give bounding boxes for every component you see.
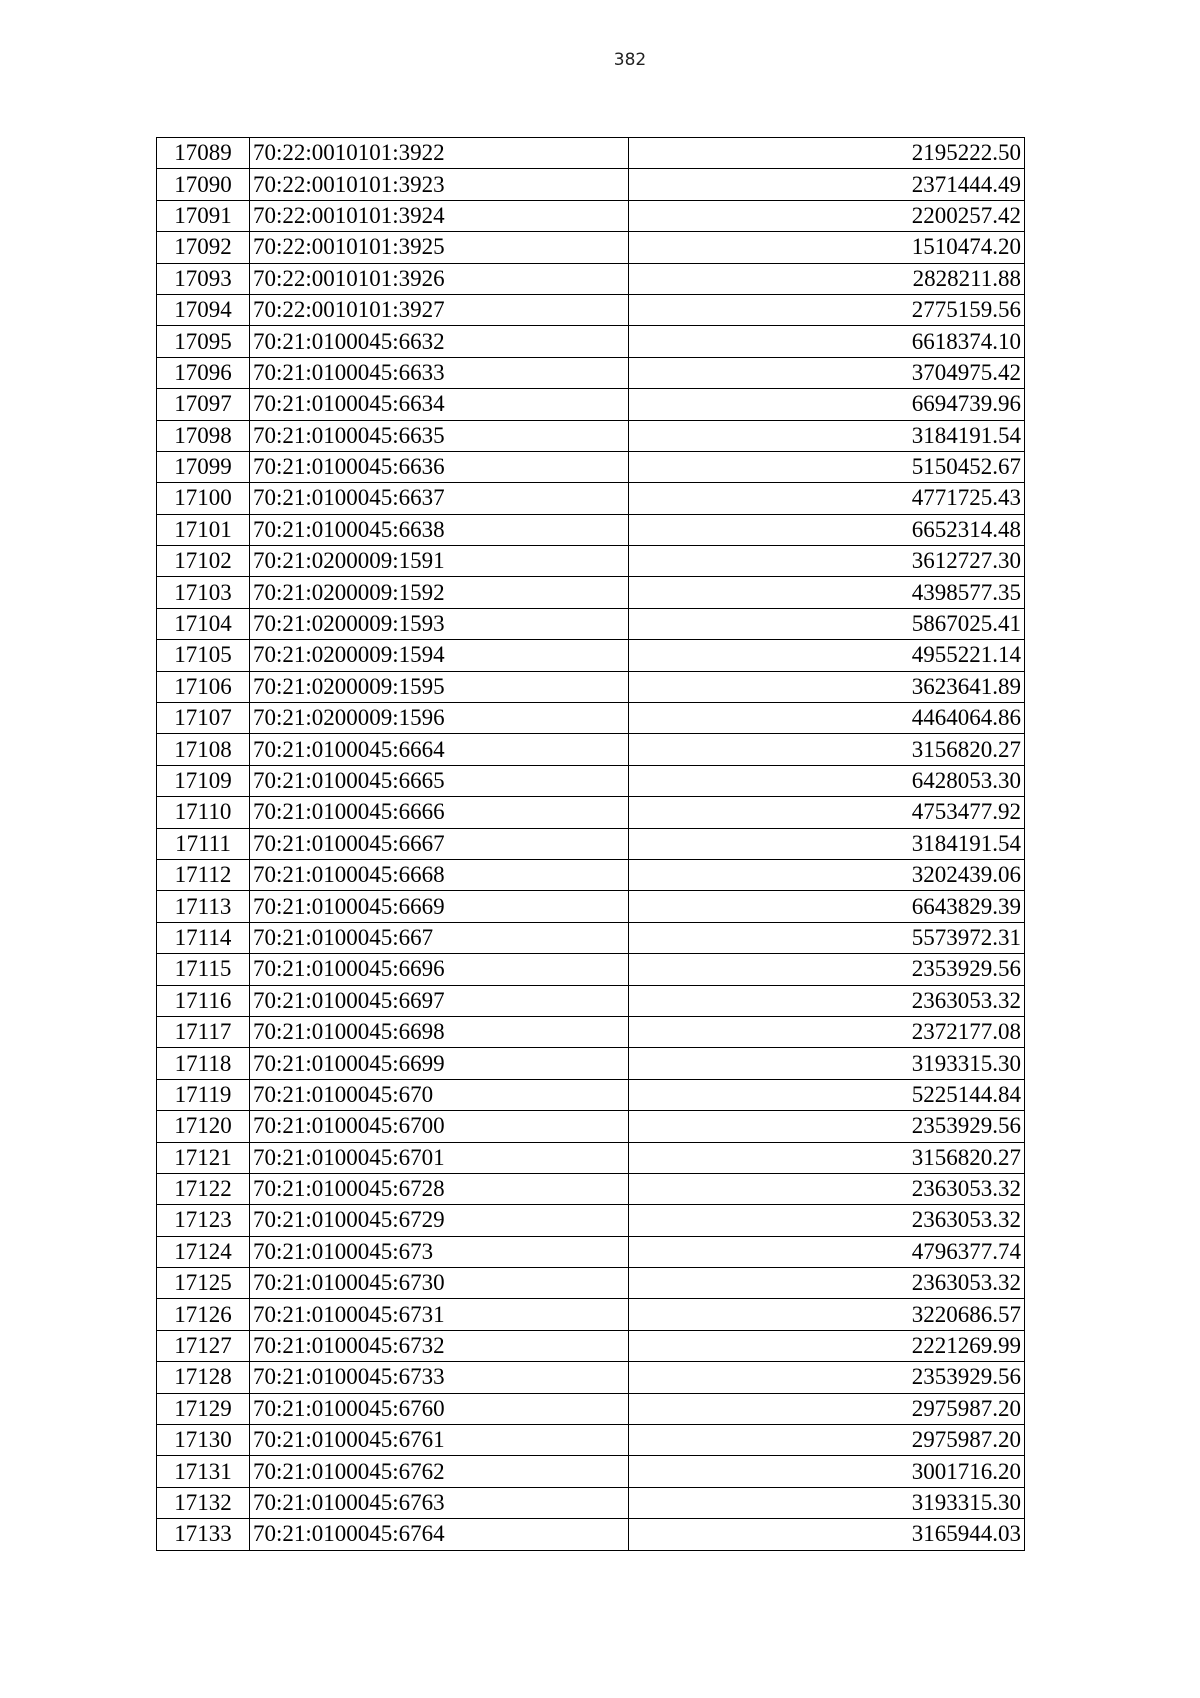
cadastral-value: 2353929.56 (629, 1362, 1025, 1393)
table-row (157, 954, 1025, 985)
table-row (157, 703, 1025, 734)
row-number: 17102 (157, 546, 250, 577)
cadastral-value: 2975987.20 (629, 1425, 1025, 1456)
cadastral-number: 70:21:0100045:6701 (250, 1142, 629, 1173)
row-number: 17112 (157, 859, 250, 890)
row-number: 17124 (157, 1236, 250, 1267)
table-row (157, 640, 1025, 671)
cadastral-number: 70:21:0100045:6634 (250, 389, 629, 420)
cadastral-value: 3202439.06 (629, 859, 1025, 890)
cadastral-number: 70:21:0100045:6763 (250, 1487, 629, 1518)
row-number: 17095 (157, 326, 250, 357)
cadastral-number: 70:21:0100045:667 (250, 922, 629, 953)
table-row (157, 389, 1025, 420)
table-row (157, 232, 1025, 263)
row-number: 17089 (157, 138, 250, 169)
cadastral-value: 3704975.42 (629, 357, 1025, 388)
table-row (157, 797, 1025, 828)
cadastral-number: 70:22:0010101:3926 (250, 263, 629, 294)
cadastral-number: 70:21:0100045:673 (250, 1236, 629, 1267)
row-number: 17116 (157, 985, 250, 1016)
cadastral-value: 4955221.14 (629, 640, 1025, 671)
table-row (157, 357, 1025, 388)
table-row (157, 828, 1025, 859)
table-row (157, 1393, 1025, 1424)
row-number: 17109 (157, 765, 250, 796)
row-number: 17107 (157, 703, 250, 734)
cadastral-number: 70:21:0100045:6728 (250, 1173, 629, 1204)
row-number: 17105 (157, 640, 250, 671)
row-number: 17092 (157, 232, 250, 263)
cadastral-number: 70:21:0100045:6733 (250, 1362, 629, 1393)
row-number: 17098 (157, 420, 250, 451)
table-row (157, 263, 1025, 294)
cadastral-value: 2363053.32 (629, 1173, 1025, 1204)
cadastral-number: 70:21:0200009:1594 (250, 640, 629, 671)
cadastral-number: 70:22:0010101:3923 (250, 169, 629, 200)
cadastral-value: 2975987.20 (629, 1393, 1025, 1424)
cadastral-value: 3193315.30 (629, 1048, 1025, 1079)
cadastral-number: 70:21:0100045:6760 (250, 1393, 629, 1424)
cadastral-value: 3165944.03 (629, 1519, 1025, 1550)
cadastral-number: 70:21:0100045:6698 (250, 1016, 629, 1047)
row-number: 17110 (157, 797, 250, 828)
cadastral-number: 70:21:0100045:6731 (250, 1299, 629, 1330)
table-row (157, 1456, 1025, 1487)
table-row (157, 859, 1025, 890)
table-row (157, 451, 1025, 482)
cadastral-value: 2353929.56 (629, 954, 1025, 985)
cadastral-value: 5867025.41 (629, 608, 1025, 639)
table-row (157, 577, 1025, 608)
row-number: 17097 (157, 389, 250, 420)
table-row (157, 169, 1025, 200)
table-row (157, 294, 1025, 325)
table-row (157, 1487, 1025, 1518)
cadastral-number: 70:21:0100045:6669 (250, 891, 629, 922)
cadastral-number: 70:21:0100045:6632 (250, 326, 629, 357)
cadastral-number: 70:21:0100045:6633 (250, 357, 629, 388)
table-row (157, 1205, 1025, 1236)
row-number: 17096 (157, 357, 250, 388)
cadastral-value: 2200257.42 (629, 200, 1025, 231)
cadastral-number: 70:21:0100045:6764 (250, 1519, 629, 1550)
table-row (157, 1079, 1025, 1110)
cadastral-number: 70:22:0010101:3925 (250, 232, 629, 263)
table-row (157, 1299, 1025, 1330)
cadastral-number: 70:21:0200009:1595 (250, 671, 629, 702)
cadastral-value: 6643829.39 (629, 891, 1025, 922)
cadastral-number: 70:21:0100045:670 (250, 1079, 629, 1110)
row-number: 17129 (157, 1393, 250, 1424)
row-number: 17123 (157, 1205, 250, 1236)
cadastral-number: 70:21:0100045:6696 (250, 954, 629, 985)
cadastral-value: 2828211.88 (629, 263, 1025, 294)
cadastral-value: 5225144.84 (629, 1079, 1025, 1110)
row-number: 17127 (157, 1330, 250, 1361)
cadastral-number: 70:21:0100045:6699 (250, 1048, 629, 1079)
row-number: 17103 (157, 577, 250, 608)
row-number: 17094 (157, 294, 250, 325)
cadastral-value: 3193315.30 (629, 1487, 1025, 1518)
cadastral-number: 70:21:0200009:1591 (250, 546, 629, 577)
row-number: 17099 (157, 451, 250, 482)
table-row (157, 326, 1025, 357)
row-number: 17104 (157, 608, 250, 639)
row-number: 17100 (157, 483, 250, 514)
row-number: 17091 (157, 200, 250, 231)
table-row (157, 765, 1025, 796)
table-row (157, 1111, 1025, 1142)
row-number: 17128 (157, 1362, 250, 1393)
row-number: 17093 (157, 263, 250, 294)
cadastral-number: 70:21:0200009:1596 (250, 703, 629, 734)
table-row (157, 1330, 1025, 1361)
row-number: 17126 (157, 1299, 250, 1330)
row-number: 17130 (157, 1425, 250, 1456)
cadastral-number: 70:21:0100045:6637 (250, 483, 629, 514)
cadastral-number: 70:22:0010101:3927 (250, 294, 629, 325)
table-row (157, 420, 1025, 451)
table-row (157, 200, 1025, 231)
row-number: 17118 (157, 1048, 250, 1079)
cadastral-number: 70:21:0100045:6732 (250, 1330, 629, 1361)
table-row (157, 514, 1025, 545)
cadastral-number: 70:21:0100045:6668 (250, 859, 629, 890)
table-row (157, 1425, 1025, 1456)
table-row (157, 1268, 1025, 1299)
cadastral-number: 70:21:0200009:1593 (250, 608, 629, 639)
cadastral-value: 1510474.20 (629, 232, 1025, 263)
cadastral-value: 4771725.43 (629, 483, 1025, 514)
cadastral-value: 2371444.49 (629, 169, 1025, 200)
cadastral-value: 4464064.86 (629, 703, 1025, 734)
table-row (157, 891, 1025, 922)
row-number: 17113 (157, 891, 250, 922)
table-row (157, 1173, 1025, 1204)
table-row (157, 1362, 1025, 1393)
cadastral-number: 70:21:0100045:6665 (250, 765, 629, 796)
row-number: 17108 (157, 734, 250, 765)
cadastral-number: 70:21:0100045:6635 (250, 420, 629, 451)
row-number: 17133 (157, 1519, 250, 1550)
cadastral-value: 5573972.31 (629, 922, 1025, 953)
cadastral-number: 70:21:0100045:6638 (250, 514, 629, 545)
cadastral-number: 70:22:0010101:3924 (250, 200, 629, 231)
cadastral-value: 3184191.54 (629, 420, 1025, 451)
table-row (157, 1519, 1025, 1550)
row-number: 17119 (157, 1079, 250, 1110)
row-number: 17114 (157, 922, 250, 953)
cadastral-value: 3184191.54 (629, 828, 1025, 859)
cadastral-value: 2363053.32 (629, 1268, 1025, 1299)
cadastral-value: 6694739.96 (629, 389, 1025, 420)
cadastral-number: 70:21:0100045:6666 (250, 797, 629, 828)
cadastral-number: 70:21:0200009:1592 (250, 577, 629, 608)
row-number: 17120 (157, 1111, 250, 1142)
table-row (157, 1016, 1025, 1047)
table-row (157, 546, 1025, 577)
table-row (157, 608, 1025, 639)
table-row (157, 734, 1025, 765)
cadastral-value-table (156, 137, 1025, 1551)
cadastral-value: 6428053.30 (629, 765, 1025, 796)
table-row (157, 483, 1025, 514)
table-body (157, 138, 1025, 1551)
cadastral-value: 2363053.32 (629, 985, 1025, 1016)
row-number: 17121 (157, 1142, 250, 1173)
table-row (157, 1236, 1025, 1267)
cadastral-number: 70:21:0100045:6761 (250, 1425, 629, 1456)
cadastral-number: 70:21:0100045:6664 (250, 734, 629, 765)
cadastral-value: 2221269.99 (629, 1330, 1025, 1361)
cadastral-value: 3001716.20 (629, 1456, 1025, 1487)
row-number: 17122 (157, 1173, 250, 1204)
cadastral-number: 70:21:0100045:6730 (250, 1268, 629, 1299)
cadastral-value: 3612727.30 (629, 546, 1025, 577)
page-number: 382 (613, 50, 647, 70)
cadastral-value: 2372177.08 (629, 1016, 1025, 1047)
row-number: 17111 (157, 828, 250, 859)
cadastral-value: 2363053.32 (629, 1205, 1025, 1236)
table-row (157, 671, 1025, 702)
cadastral-value: 4398577.35 (629, 577, 1025, 608)
row-number: 17090 (157, 169, 250, 200)
table-row (157, 138, 1025, 169)
row-number: 17131 (157, 1456, 250, 1487)
cadastral-value: 4753477.92 (629, 797, 1025, 828)
cadastral-value: 6618374.10 (629, 326, 1025, 357)
cadastral-value: 3220686.57 (629, 1299, 1025, 1330)
cadastral-value: 5150452.67 (629, 451, 1025, 482)
cadastral-number: 70:21:0100045:6729 (250, 1205, 629, 1236)
row-number: 17101 (157, 514, 250, 545)
cadastral-value: 4796377.74 (629, 1236, 1025, 1267)
cadastral-number: 70:21:0100045:6697 (250, 985, 629, 1016)
table-row (157, 922, 1025, 953)
table-row (157, 1048, 1025, 1079)
row-number: 17117 (157, 1016, 250, 1047)
cadastral-number: 70:21:0100045:6762 (250, 1456, 629, 1487)
cadastral-value: 3156820.27 (629, 734, 1025, 765)
cadastral-number: 70:22:0010101:3922 (250, 138, 629, 169)
row-number: 17125 (157, 1268, 250, 1299)
cadastral-number: 70:21:0100045:6700 (250, 1111, 629, 1142)
table-row (157, 1142, 1025, 1173)
cadastral-value: 6652314.48 (629, 514, 1025, 545)
cadastral-number: 70:21:0100045:6636 (250, 451, 629, 482)
cadastral-value: 3156820.27 (629, 1142, 1025, 1173)
row-number: 17115 (157, 954, 250, 985)
cadastral-number: 70:21:0100045:6667 (250, 828, 629, 859)
table-row (157, 985, 1025, 1016)
cadastral-value: 3623641.89 (629, 671, 1025, 702)
cadastral-value: 2775159.56 (629, 294, 1025, 325)
cadastral-value: 2195222.50 (629, 138, 1025, 169)
row-number: 17132 (157, 1487, 250, 1518)
cadastral-value: 2353929.56 (629, 1111, 1025, 1142)
row-number: 17106 (157, 671, 250, 702)
